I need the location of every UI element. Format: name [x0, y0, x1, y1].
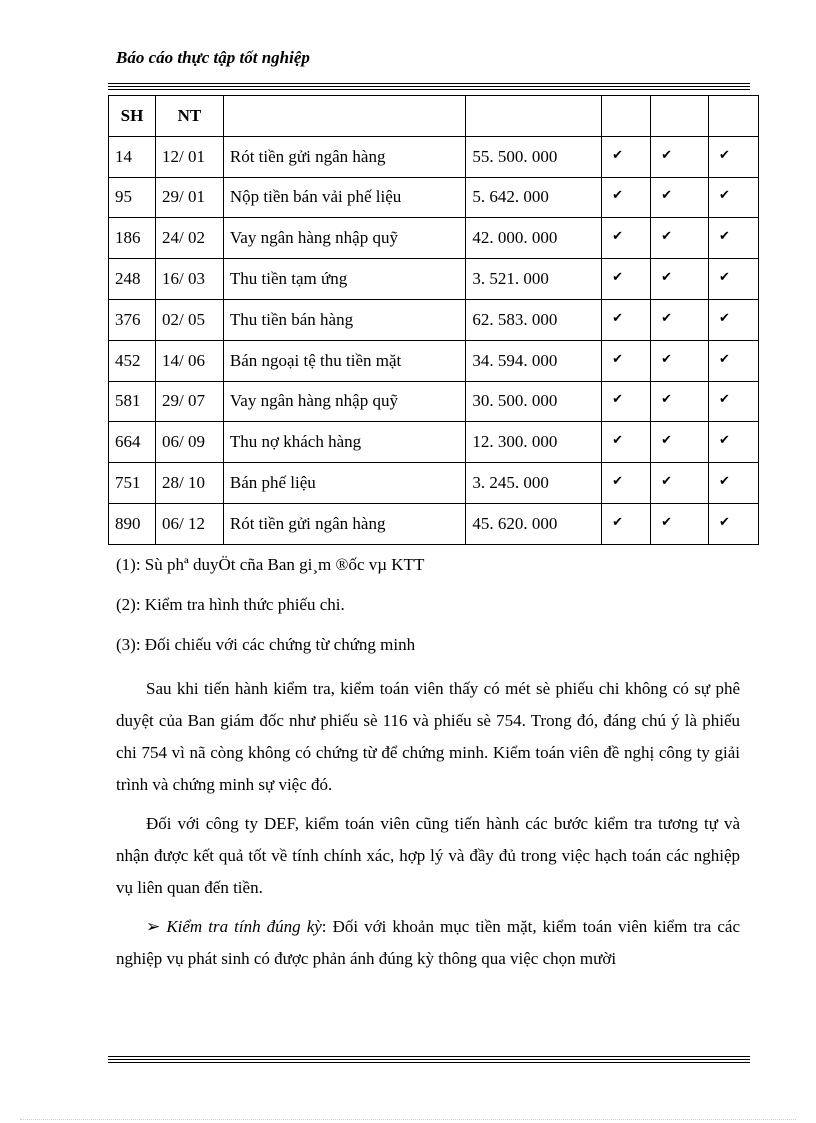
cell-description: Vay ngân hàng nhập quỹ: [223, 218, 466, 259]
checkmark-icon: ✔: [661, 513, 672, 529]
table-row: [109, 259, 759, 300]
checkmark-icon: ✔: [661, 228, 672, 244]
cell-sh: 751: [109, 463, 156, 504]
cell-description: Rót tiền gửi ngân hàng: [223, 136, 466, 177]
cell-nt: 06/ 09: [155, 422, 223, 463]
checkmark-icon: ✔: [719, 269, 730, 285]
cell-check-2: [651, 381, 709, 422]
checkmark-icon: ✔: [719, 309, 730, 325]
cell-check-3: [709, 381, 759, 422]
cell-amount: 30. 500. 000: [466, 381, 602, 422]
cell-check-1: [602, 422, 651, 463]
cell-nt: 29/ 07: [155, 381, 223, 422]
note-1: (1): Sù phª duyÖt cña Ban gi¸m ®ốc vµ KTT: [116, 555, 425, 574]
checkmark-icon: ✔: [719, 473, 730, 489]
checkmark-icon: ✔: [612, 228, 624, 244]
body-text: [116, 673, 740, 975]
paragraph-2: Đối với công ty DEF, kiểm toán viên cũng tiến hành các bước kiểm tra tương tự và nhận được kết quả tốt về tính chính xác, hợp lý và đầy đủ trong việc hạch toán các nghiệp vụ liên quan đến tiền.: [116, 814, 740, 897]
cell-amount: 62. 583. 000: [466, 299, 602, 340]
checkmark-icon: ✔: [661, 187, 672, 203]
checkmark-icon: ✔: [719, 146, 730, 162]
checkmark-icon: ✔: [719, 391, 730, 407]
table-row: [109, 299, 759, 340]
cell-check-1: [602, 503, 651, 544]
checkmark-icon: ✔: [719, 350, 730, 366]
checkmark-icon: ✔: [719, 513, 730, 529]
cell-amount: 34. 594. 000: [466, 340, 602, 381]
cell-sh: 581: [109, 381, 156, 422]
cell-check-2: [651, 218, 709, 259]
checkmark-icon: ✔: [661, 473, 672, 489]
cell-check-1: [602, 177, 651, 218]
cell-check-2: [651, 463, 709, 504]
cell-nt: 29/ 01: [155, 177, 223, 218]
cell-check-3: [709, 503, 759, 544]
footer-rule: [108, 1056, 750, 1060]
table-row: [109, 503, 759, 544]
receipts-table: [108, 95, 759, 545]
table-header-row: [109, 96, 759, 137]
checkmark-icon: ✔: [719, 228, 730, 244]
cell-check-3: [709, 422, 759, 463]
cell-check-2: [651, 299, 709, 340]
cell-nt: 06/ 12: [155, 503, 223, 544]
cell-sh: 376: [109, 299, 156, 340]
cell-check-2: [651, 503, 709, 544]
table-row: [109, 340, 759, 381]
cell-check-3: [709, 340, 759, 381]
cell-check-1: [602, 299, 651, 340]
cell-amount: 3. 245. 000: [466, 463, 602, 504]
cell-check-1: [602, 463, 651, 504]
checkmark-icon: ✔: [612, 473, 624, 489]
checkmark-icon: ✔: [612, 269, 624, 285]
page-header-title: Báo cáo thực tập tốt nghiệp: [116, 48, 310, 67]
note-3: (3): Đối chiếu với các chứng từ chứng minh: [116, 635, 416, 654]
cell-amount: 55. 500. 000: [466, 136, 602, 177]
cell-check-1: [602, 381, 651, 422]
header-rule-inner: [108, 89, 750, 90]
cell-sh: 14: [109, 136, 156, 177]
cell-sh: 664: [109, 422, 156, 463]
cell-amount: 5. 642. 000: [466, 177, 602, 218]
cell-check-3: [709, 463, 759, 504]
cell-check-2: [651, 340, 709, 381]
checkmark-icon: ✔: [661, 350, 672, 366]
cell-description: Thu nợ khách hàng: [223, 422, 466, 463]
cell-nt: 16/ 03: [155, 259, 223, 300]
table-row: [109, 422, 759, 463]
cell-check-1: [602, 340, 651, 381]
checkmark-icon: ✔: [719, 432, 730, 448]
cell-amount: 42. 000. 000: [466, 218, 602, 259]
cell-amount: 45. 620. 000: [466, 503, 602, 544]
cell-check-3: [709, 218, 759, 259]
table-row: [109, 177, 759, 218]
column-header-description: [223, 96, 466, 137]
cell-nt: 12/ 01: [155, 136, 223, 177]
cell-check-3: [709, 136, 759, 177]
checkmark-icon: ✔: [661, 146, 672, 162]
cell-nt: 02/ 05: [155, 299, 223, 340]
checkmark-icon: ✔: [612, 391, 624, 407]
cell-description: Thu tiền tạm ứng: [223, 259, 466, 300]
paragraph-1: Sau khi tiến hành kiểm tra, kiểm toán viên thấy có mét sè phiếu chi không có sự phê duyệt của Ban giám đốc như phiếu sè 116 và phiếu sè 754. Trong đó, đáng chú ý là phiếu chi 754 vì nã còng không có chứng từ để chứng minh. Kiểm toán viên đề nghị công ty giải trình và chứng minh sự việc đó.: [116, 679, 740, 794]
table-row: [109, 218, 759, 259]
table-notes: [116, 553, 424, 673]
page-edge-dotted: [20, 1119, 796, 1120]
cell-amount: 12. 300. 000: [466, 422, 602, 463]
cell-check-2: [651, 136, 709, 177]
cell-nt: 24/ 02: [155, 218, 223, 259]
cell-check-1: [602, 259, 651, 300]
column-header-amount: [466, 96, 602, 137]
column-header-check-2: [651, 96, 709, 137]
paragraph-3-text: : Đối với khoản mục tiền mặt, kiểm toán viên kiểm tra các nghiệp vụ phát sinh có được phản ánh đúng kỳ thông qua việc chọn mười: [116, 917, 741, 968]
paragraph-3-heading: Kiểm tra tính đúng kỳ: [166, 917, 322, 936]
cell-check-2: [651, 422, 709, 463]
cell-description: Bán ngoại tệ thu tiền mặt: [223, 340, 466, 381]
cell-check-1: [602, 136, 651, 177]
column-header-nt: NT: [155, 96, 223, 137]
note-2: (2): Kiểm tra hình thức phiếu chi.: [116, 595, 345, 614]
checkmark-icon: ✔: [612, 187, 624, 203]
checkmark-icon: ✔: [661, 432, 672, 448]
arrow-bullet-icon: ➢: [146, 917, 161, 936]
cell-check-2: [651, 259, 709, 300]
cell-nt: 14/ 06: [155, 340, 223, 381]
checkmark-icon: ✔: [661, 309, 672, 325]
checkmark-icon: ✔: [661, 269, 672, 285]
cell-check-1: [602, 218, 651, 259]
paragraph-3: [116, 911, 740, 975]
cell-description: Vay ngân hàng nhập quỹ: [223, 381, 466, 422]
checkmark-icon: ✔: [612, 432, 624, 448]
column-header-check-3: [709, 96, 759, 137]
cell-sh: 186: [109, 218, 156, 259]
header-rule: [108, 83, 750, 87]
cell-check-3: [709, 177, 759, 218]
table-row: [109, 463, 759, 504]
cell-description: Nộp tiền bán vải phế liệu: [223, 177, 466, 218]
cell-description: Thu tiền bán hàng: [223, 299, 466, 340]
table-row: [109, 136, 759, 177]
checkmark-icon: ✔: [661, 391, 672, 407]
cell-description: Bán phế liệu: [223, 463, 466, 504]
cell-amount: 3. 521. 000: [466, 259, 602, 300]
column-header-check-1: [602, 96, 651, 137]
cell-sh: 452: [109, 340, 156, 381]
cell-sh: 890: [109, 503, 156, 544]
cell-check-3: [709, 259, 759, 300]
cell-check-2: [651, 177, 709, 218]
checkmark-icon: ✔: [612, 350, 624, 366]
cell-sh: 95: [109, 177, 156, 218]
checkmark-icon: ✔: [719, 187, 730, 203]
cell-nt: 28/ 10: [155, 463, 223, 504]
checkmark-icon: ✔: [612, 146, 624, 162]
cell-check-3: [709, 299, 759, 340]
checkmark-icon: ✔: [612, 513, 624, 529]
cell-sh: 248: [109, 259, 156, 300]
column-header-sh: SH: [109, 96, 156, 137]
checkmark-icon: ✔: [612, 309, 624, 325]
table-row: [109, 381, 759, 422]
cell-description: Rót tiền gửi ngân hàng: [223, 503, 466, 544]
footer-rule-inner: [108, 1062, 750, 1063]
